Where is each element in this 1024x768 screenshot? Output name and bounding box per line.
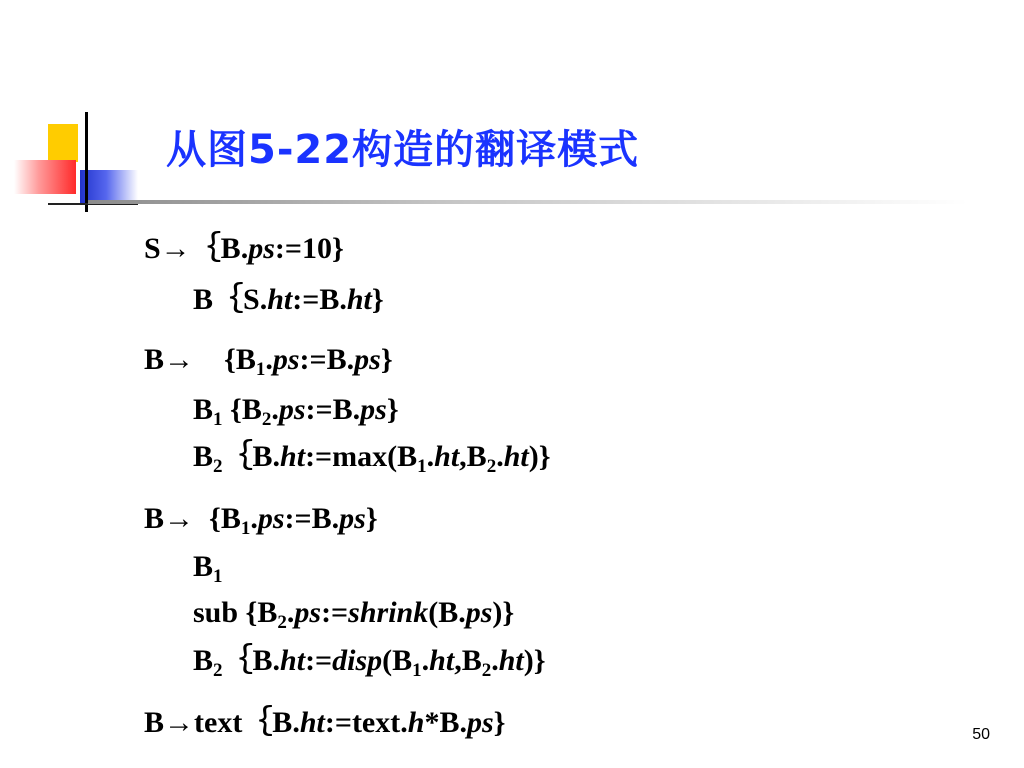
deco-vertical-line [85, 112, 88, 212]
production-body-line: $B_1$ [193, 550, 223, 587]
production-body-line: $B_2\{B.ht:=disp(B_1.ht,B_2.ht)$} [193, 644, 546, 681]
production-head: B→text｛B.ht:=text.h*B.ps} [144, 706, 506, 739]
production-head: B→ $\{B_1.ps:=B.ps\}$ [144, 343, 393, 380]
page-number: 50 [972, 726, 990, 743]
production-head: S→｛B.ps:=10} [144, 232, 344, 265]
production-body-line: $B_2\{B.ht:=\max(B_1.ht,B_2.ht)$} [193, 440, 551, 477]
production-body-line: $B_1$ $\{B_2.ps:=B.ps\}$ [193, 393, 399, 430]
production-body-line: B｛S.ht:=B.ht} [193, 283, 384, 316]
deco-red-square [14, 160, 76, 194]
deco-blue-square [80, 170, 138, 204]
production-body-line: sub $\{B_2.ps:=shrink(B.ps)\}$ [193, 596, 515, 633]
slide-title: 从图5-22构造的翻译模式 [166, 127, 640, 173]
title-underline-rule [88, 200, 968, 204]
deco-yellow-square [48, 124, 78, 162]
production-head: $B\to \{B_1.ps:=B.ps\}$ [144, 502, 378, 539]
